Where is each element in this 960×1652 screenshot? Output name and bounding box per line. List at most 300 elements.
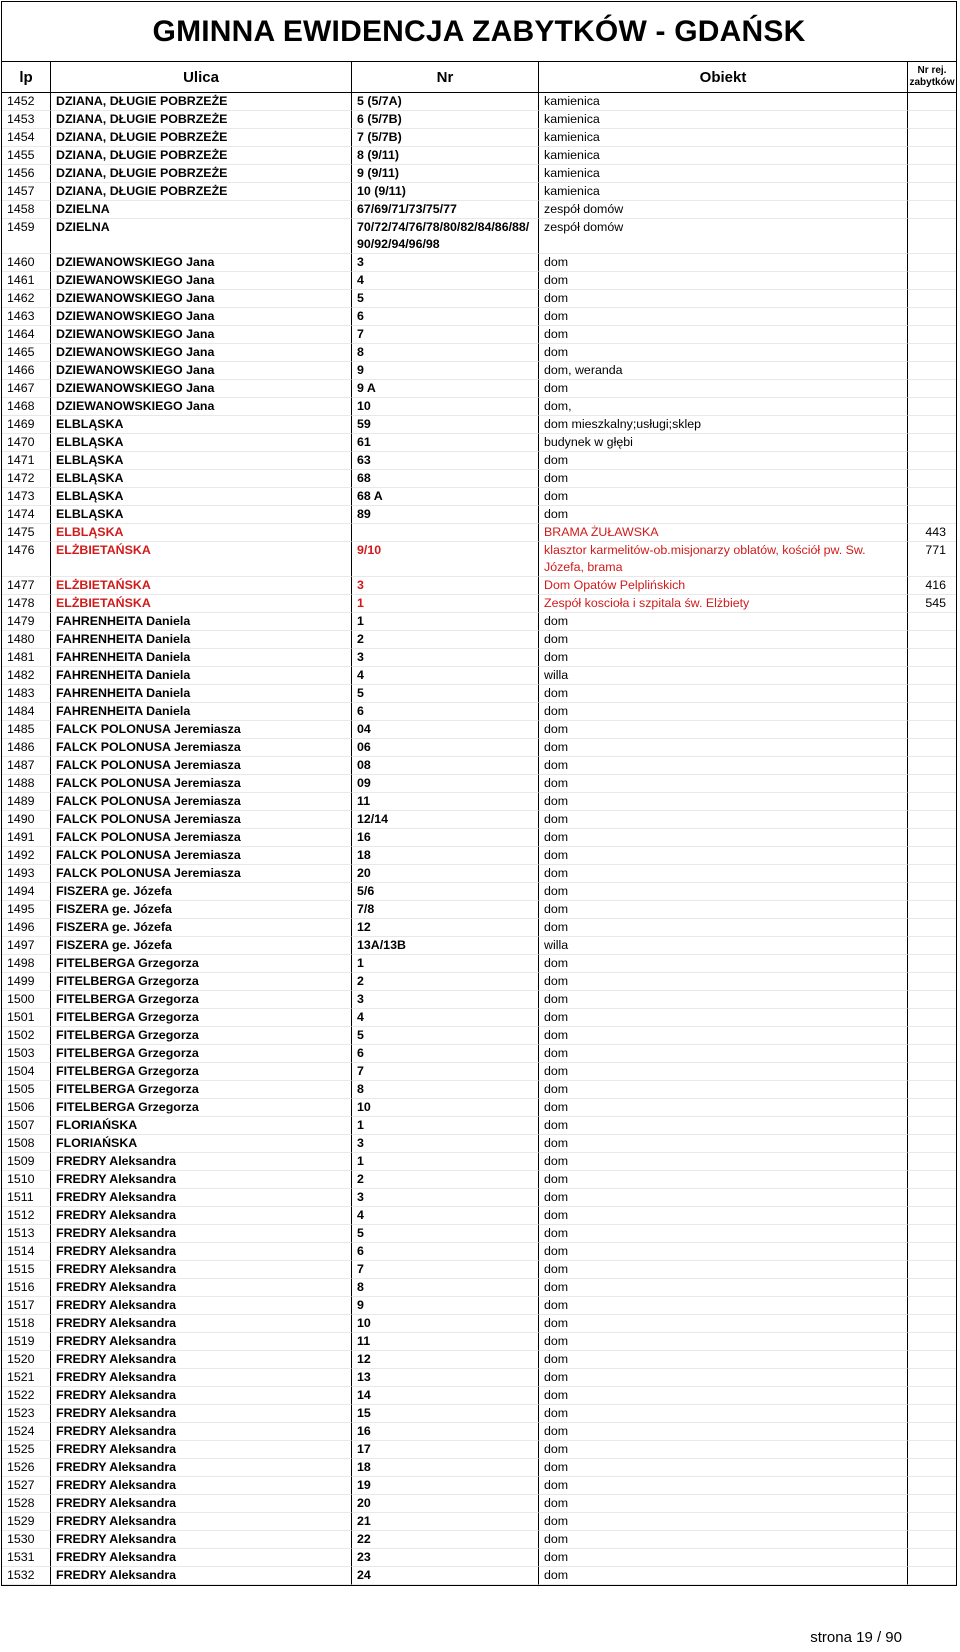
cell-nr-rej bbox=[908, 219, 956, 254]
cell-nr: 13 bbox=[352, 1369, 539, 1387]
cell-nr-rej bbox=[908, 308, 956, 326]
cell-nr: 9 (9/11) bbox=[352, 165, 539, 183]
cell-nr: 11 bbox=[352, 793, 539, 811]
table-row bbox=[2, 973, 956, 991]
cell-lp: 1463 bbox=[2, 308, 51, 326]
cell-obiekt: dom bbox=[539, 613, 908, 631]
column-header-nr: Nr bbox=[352, 62, 539, 92]
cell-ulica: FREDRY Aleksandra bbox=[51, 1261, 352, 1279]
table-row bbox=[2, 272, 956, 290]
table-row bbox=[2, 219, 956, 254]
cell-obiekt: dom bbox=[539, 506, 908, 524]
cell-nr-rej bbox=[908, 937, 956, 955]
cell-nr: 23 bbox=[352, 1549, 539, 1567]
cell-ulica: DZIEWANOWSKIEGO Jana bbox=[51, 272, 352, 290]
table-row bbox=[2, 1153, 956, 1171]
cell-nr-rej bbox=[908, 362, 956, 380]
table-row bbox=[2, 542, 956, 577]
cell-nr-rej bbox=[908, 1423, 956, 1441]
table-row bbox=[2, 577, 956, 595]
table-row bbox=[2, 1261, 956, 1279]
cell-nr: 12 bbox=[352, 1351, 539, 1369]
cell-ulica: FLORIAŃSKA bbox=[51, 1117, 352, 1135]
cell-obiekt: dom bbox=[539, 1441, 908, 1459]
cell-ulica: FREDRY Aleksandra bbox=[51, 1405, 352, 1423]
cell-nr-rej bbox=[908, 739, 956, 757]
cell-nr-rej bbox=[908, 1027, 956, 1045]
cell-obiekt: BRAMA ŻUŁAWSKA bbox=[539, 524, 908, 542]
cell-nr-rej bbox=[908, 1441, 956, 1459]
table-row bbox=[2, 93, 956, 111]
cell-ulica: DZIEWANOWSKIEGO Jana bbox=[51, 326, 352, 344]
cell-obiekt: dom bbox=[539, 1171, 908, 1189]
cell-nr-rej bbox=[908, 506, 956, 524]
cell-lp: 1517 bbox=[2, 1297, 51, 1315]
cell-nr-rej bbox=[908, 1153, 956, 1171]
cell-lp: 1492 bbox=[2, 847, 51, 865]
table-row bbox=[2, 183, 956, 201]
cell-nr-rej bbox=[908, 1477, 956, 1495]
cell-obiekt: dom bbox=[539, 452, 908, 470]
cell-obiekt: dom bbox=[539, 1549, 908, 1567]
cell-nr: 5 bbox=[352, 1225, 539, 1243]
table-row bbox=[2, 631, 956, 649]
cell-nr: 7 bbox=[352, 1063, 539, 1081]
cell-lp: 1457 bbox=[2, 183, 51, 201]
cell-nr: 7 (5/7B) bbox=[352, 129, 539, 147]
table-row bbox=[2, 1315, 956, 1333]
cell-ulica: FAHRENHEITA Daniela bbox=[51, 631, 352, 649]
cell-nr-rej bbox=[908, 1243, 956, 1261]
cell-obiekt: zespół domów bbox=[539, 201, 908, 219]
cell-nr: 7 bbox=[352, 1261, 539, 1279]
cell-nr-rej bbox=[908, 129, 956, 147]
cell-lp: 1470 bbox=[2, 434, 51, 452]
table-row bbox=[2, 793, 956, 811]
table-row bbox=[2, 326, 956, 344]
cell-ulica: FREDRY Aleksandra bbox=[51, 1513, 352, 1531]
table-row bbox=[2, 883, 956, 901]
cell-lp: 1478 bbox=[2, 595, 51, 613]
cell-lp: 1473 bbox=[2, 488, 51, 506]
cell-lp: 1513 bbox=[2, 1225, 51, 1243]
cell-obiekt: dom bbox=[539, 1297, 908, 1315]
cell-obiekt: dom bbox=[539, 829, 908, 847]
cell-nr: 6 bbox=[352, 1045, 539, 1063]
cell-ulica: DZIANA, DŁUGIE POBRZEŻE bbox=[51, 93, 352, 111]
cell-nr: 8 bbox=[352, 1279, 539, 1297]
cell-lp: 1464 bbox=[2, 326, 51, 344]
cell-nr: 2 bbox=[352, 631, 539, 649]
cell-ulica: FREDRY Aleksandra bbox=[51, 1495, 352, 1513]
cell-nr-rej bbox=[908, 1297, 956, 1315]
table-row bbox=[2, 290, 956, 308]
cell-lp: 1453 bbox=[2, 111, 51, 129]
cell-nr: 08 bbox=[352, 757, 539, 775]
cell-obiekt: dom bbox=[539, 326, 908, 344]
cell-nr-rej bbox=[908, 434, 956, 452]
table-row bbox=[2, 470, 956, 488]
table-row bbox=[2, 1531, 956, 1549]
cell-ulica: FISZERA ge. Józefa bbox=[51, 883, 352, 901]
cell-lp: 1515 bbox=[2, 1261, 51, 1279]
cell-obiekt: dom bbox=[539, 631, 908, 649]
cell-ulica: DZIEWANOWSKIEGO Jana bbox=[51, 254, 352, 272]
cell-nr: 3 bbox=[352, 1189, 539, 1207]
cell-nr: 61 bbox=[352, 434, 539, 452]
table-row bbox=[2, 1495, 956, 1513]
cell-obiekt: dom bbox=[539, 991, 908, 1009]
cell-nr bbox=[352, 524, 539, 542]
cell-obiekt: dom bbox=[539, 973, 908, 991]
table-row bbox=[2, 1351, 956, 1369]
cell-lp: 1521 bbox=[2, 1369, 51, 1387]
cell-nr: 2 bbox=[352, 1171, 539, 1189]
cell-obiekt: kamienica bbox=[539, 129, 908, 147]
table-row bbox=[2, 129, 956, 147]
cell-nr: 3 bbox=[352, 991, 539, 1009]
cell-ulica: FALCK POLONUSA Jeremiasza bbox=[51, 811, 352, 829]
cell-ulica: ELŻBIETAŃSKA bbox=[51, 577, 352, 595]
cell-obiekt: dom bbox=[539, 254, 908, 272]
cell-nr-rej: 545 bbox=[908, 595, 956, 613]
cell-nr: 3 bbox=[352, 254, 539, 272]
cell-obiekt: dom bbox=[539, 1405, 908, 1423]
cell-obiekt: dom bbox=[539, 739, 908, 757]
table-row bbox=[2, 595, 956, 613]
cell-lp: 1530 bbox=[2, 1531, 51, 1549]
cell-nr-rej bbox=[908, 811, 956, 829]
cell-nr: 5 bbox=[352, 1027, 539, 1045]
column-header-ulica: Ulica bbox=[51, 62, 352, 92]
cell-nr-rej bbox=[908, 183, 956, 201]
table-row bbox=[2, 1225, 956, 1243]
cell-lp: 1455 bbox=[2, 147, 51, 165]
cell-ulica: DZIEWANOWSKIEGO Jana bbox=[51, 308, 352, 326]
cell-lp: 1511 bbox=[2, 1189, 51, 1207]
cell-ulica: FREDRY Aleksandra bbox=[51, 1351, 352, 1369]
cell-ulica: DZIEWANOWSKIEGO Jana bbox=[51, 344, 352, 362]
cell-obiekt: dom mieszkalny;usługi;sklep bbox=[539, 416, 908, 434]
cell-obiekt: dom bbox=[539, 919, 908, 937]
cell-nr-rej bbox=[908, 1333, 956, 1351]
cell-lp: 1452 bbox=[2, 93, 51, 111]
table-row bbox=[2, 1063, 956, 1081]
table-row bbox=[2, 111, 956, 129]
cell-ulica: FREDRY Aleksandra bbox=[51, 1225, 352, 1243]
cell-ulica: FALCK POLONUSA Jeremiasza bbox=[51, 721, 352, 739]
table-row bbox=[2, 344, 956, 362]
cell-lp: 1486 bbox=[2, 739, 51, 757]
cell-nr-rej bbox=[908, 201, 956, 219]
cell-obiekt: dom bbox=[539, 1459, 908, 1477]
cell-obiekt: dom bbox=[539, 703, 908, 721]
table-row bbox=[2, 739, 956, 757]
table-row bbox=[2, 434, 956, 452]
cell-nr-rej bbox=[908, 1135, 956, 1153]
cell-nr-rej bbox=[908, 865, 956, 883]
cell-ulica: FREDRY Aleksandra bbox=[51, 1333, 352, 1351]
cell-nr: 6 bbox=[352, 703, 539, 721]
cell-lp: 1498 bbox=[2, 955, 51, 973]
cell-lp: 1527 bbox=[2, 1477, 51, 1495]
cell-ulica: FAHRENHEITA Daniela bbox=[51, 667, 352, 685]
cell-nr-rej bbox=[908, 1459, 956, 1477]
cell-nr-rej bbox=[908, 667, 956, 685]
table-row bbox=[2, 757, 956, 775]
table-row bbox=[2, 955, 956, 973]
cell-lp: 1518 bbox=[2, 1315, 51, 1333]
cell-lp: 1514 bbox=[2, 1243, 51, 1261]
cell-nr: 12/14 bbox=[352, 811, 539, 829]
cell-nr: 12 bbox=[352, 919, 539, 937]
cell-nr-rej bbox=[908, 488, 956, 506]
cell-ulica: ELBLĄSKA bbox=[51, 452, 352, 470]
cell-ulica: FITELBERGA Grzegorza bbox=[51, 955, 352, 973]
cell-nr-rej bbox=[908, 829, 956, 847]
table-row bbox=[2, 667, 956, 685]
cell-ulica: FREDRY Aleksandra bbox=[51, 1477, 352, 1495]
cell-obiekt: dom bbox=[539, 883, 908, 901]
cell-nr-rej bbox=[908, 757, 956, 775]
cell-nr: 6 (5/7B) bbox=[352, 111, 539, 129]
column-header-obiekt: Obiekt bbox=[539, 62, 908, 92]
cell-ulica: DZIEWANOWSKIEGO Jana bbox=[51, 290, 352, 308]
cell-nr: 14 bbox=[352, 1387, 539, 1405]
table-body bbox=[2, 93, 956, 1585]
cell-ulica: FALCK POLONUSA Jeremiasza bbox=[51, 847, 352, 865]
cell-obiekt: dom bbox=[539, 1261, 908, 1279]
cell-nr: 11 bbox=[352, 1333, 539, 1351]
cell-nr: 9 bbox=[352, 362, 539, 380]
cell-lp: 1531 bbox=[2, 1549, 51, 1567]
cell-nr: 4 bbox=[352, 667, 539, 685]
cell-obiekt: zespół domów bbox=[539, 219, 908, 254]
table-row bbox=[2, 901, 956, 919]
cell-nr-rej bbox=[908, 272, 956, 290]
cell-obiekt: dom bbox=[539, 380, 908, 398]
cell-nr: 5 bbox=[352, 290, 539, 308]
table-row bbox=[2, 649, 956, 667]
cell-nr: 68 bbox=[352, 470, 539, 488]
cell-lp: 1482 bbox=[2, 667, 51, 685]
cell-ulica: FAHRENHEITA Daniela bbox=[51, 613, 352, 631]
cell-ulica: ELŻBIETAŃSKA bbox=[51, 595, 352, 613]
table-row bbox=[2, 452, 956, 470]
cell-nr-rej: 443 bbox=[908, 524, 956, 542]
cell-lp: 1460 bbox=[2, 254, 51, 272]
cell-nr-rej: 416 bbox=[908, 577, 956, 595]
cell-nr: 10 bbox=[352, 1315, 539, 1333]
cell-nr-rej bbox=[908, 1045, 956, 1063]
cell-obiekt: dom bbox=[539, 1153, 908, 1171]
cell-obiekt: dom bbox=[539, 290, 908, 308]
cell-nr: 10 bbox=[352, 398, 539, 416]
cell-lp: 1485 bbox=[2, 721, 51, 739]
cell-nr-rej bbox=[908, 847, 956, 865]
cell-nr-rej bbox=[908, 955, 956, 973]
cell-nr-rej bbox=[908, 1315, 956, 1333]
cell-obiekt: dom bbox=[539, 721, 908, 739]
cell-nr-rej bbox=[908, 1405, 956, 1423]
cell-nr-rej bbox=[908, 165, 956, 183]
cell-obiekt: dom bbox=[539, 847, 908, 865]
cell-obiekt: dom bbox=[539, 1351, 908, 1369]
cell-obiekt: dom bbox=[539, 1369, 908, 1387]
cell-nr-rej bbox=[908, 649, 956, 667]
cell-nr: 16 bbox=[352, 1423, 539, 1441]
cell-lp: 1484 bbox=[2, 703, 51, 721]
cell-ulica: FALCK POLONUSA Jeremiasza bbox=[51, 775, 352, 793]
table-row bbox=[2, 1027, 956, 1045]
cell-ulica: DZIANA, DŁUGIE POBRZEŻE bbox=[51, 147, 352, 165]
cell-nr: 17 bbox=[352, 1441, 539, 1459]
cell-ulica: FITELBERGA Grzegorza bbox=[51, 973, 352, 991]
cell-ulica: ELŻBIETAŃSKA bbox=[51, 542, 352, 577]
cell-obiekt: dom bbox=[539, 1009, 908, 1027]
cell-ulica: FREDRY Aleksandra bbox=[51, 1387, 352, 1405]
table-row bbox=[2, 613, 956, 631]
cell-lp: 1507 bbox=[2, 1117, 51, 1135]
cell-obiekt: budynek w głębi bbox=[539, 434, 908, 452]
cell-nr-rej bbox=[908, 775, 956, 793]
cell-nr-rej bbox=[908, 613, 956, 631]
cell-obiekt: dom bbox=[539, 901, 908, 919]
cell-ulica: ELBLĄSKA bbox=[51, 506, 352, 524]
cell-lp: 1500 bbox=[2, 991, 51, 1009]
cell-lp: 1456 bbox=[2, 165, 51, 183]
cell-nr-rej bbox=[908, 1495, 956, 1513]
cell-nr: 04 bbox=[352, 721, 539, 739]
cell-lp: 1487 bbox=[2, 757, 51, 775]
cell-nr-rej bbox=[908, 1099, 956, 1117]
cell-ulica: FISZERA ge. Józefa bbox=[51, 919, 352, 937]
cell-nr-rej bbox=[908, 290, 956, 308]
cell-obiekt: dom bbox=[539, 470, 908, 488]
cell-obiekt: dom bbox=[539, 775, 908, 793]
table-row bbox=[2, 165, 956, 183]
cell-lp: 1467 bbox=[2, 380, 51, 398]
cell-obiekt: dom bbox=[539, 1279, 908, 1297]
cell-lp: 1496 bbox=[2, 919, 51, 937]
cell-nr-rej bbox=[908, 1369, 956, 1387]
cell-nr: 9/10 bbox=[352, 542, 539, 577]
table-row bbox=[2, 1369, 956, 1387]
cell-obiekt: kamienica bbox=[539, 165, 908, 183]
cell-nr: 1 bbox=[352, 595, 539, 613]
cell-lp: 1458 bbox=[2, 201, 51, 219]
cell-nr: 20 bbox=[352, 865, 539, 883]
table-row bbox=[2, 398, 956, 416]
cell-lp: 1502 bbox=[2, 1027, 51, 1045]
table-row bbox=[2, 524, 956, 542]
cell-nr-rej bbox=[908, 919, 956, 937]
cell-nr: 63 bbox=[352, 452, 539, 470]
cell-obiekt: dom bbox=[539, 793, 908, 811]
cell-nr: 6 bbox=[352, 1243, 539, 1261]
table-row bbox=[2, 937, 956, 955]
cell-obiekt: dom bbox=[539, 308, 908, 326]
cell-obiekt: dom bbox=[539, 1315, 908, 1333]
cell-ulica: FREDRY Aleksandra bbox=[51, 1189, 352, 1207]
cell-obiekt: dom bbox=[539, 685, 908, 703]
cell-ulica: FREDRY Aleksandra bbox=[51, 1549, 352, 1567]
cell-ulica: FISZERA ge. Józefa bbox=[51, 901, 352, 919]
cell-ulica: ELBLĄSKA bbox=[51, 416, 352, 434]
table-row bbox=[2, 362, 956, 380]
cell-nr: 19 bbox=[352, 1477, 539, 1495]
cell-nr-rej bbox=[908, 1009, 956, 1027]
cell-nr: 68 A bbox=[352, 488, 539, 506]
cell-nr: 5/6 bbox=[352, 883, 539, 901]
table-row bbox=[2, 1045, 956, 1063]
table-row bbox=[2, 488, 956, 506]
cell-lp: 1519 bbox=[2, 1333, 51, 1351]
cell-nr: 3 bbox=[352, 1135, 539, 1153]
cell-ulica: FITELBERGA Grzegorza bbox=[51, 1063, 352, 1081]
cell-nr-rej bbox=[908, 1567, 956, 1585]
cell-lp: 1509 bbox=[2, 1153, 51, 1171]
cell-lp: 1477 bbox=[2, 577, 51, 595]
cell-nr: 15 bbox=[352, 1405, 539, 1423]
table-row bbox=[2, 1477, 956, 1495]
cell-nr: 16 bbox=[352, 829, 539, 847]
cell-lp: 1532 bbox=[2, 1567, 51, 1585]
cell-lp: 1493 bbox=[2, 865, 51, 883]
cell-nr-rej bbox=[908, 973, 956, 991]
table-row bbox=[2, 721, 956, 739]
cell-obiekt: willa bbox=[539, 667, 908, 685]
cell-nr: 1 bbox=[352, 955, 539, 973]
cell-nr: 8 (9/11) bbox=[352, 147, 539, 165]
cell-nr: 09 bbox=[352, 775, 539, 793]
cell-ulica: DZIANA, DŁUGIE POBRZEŻE bbox=[51, 183, 352, 201]
cell-obiekt: dom, weranda bbox=[539, 362, 908, 380]
cell-lp: 1523 bbox=[2, 1405, 51, 1423]
cell-ulica: ELBLĄSKA bbox=[51, 470, 352, 488]
cell-obiekt: dom bbox=[539, 865, 908, 883]
cell-ulica: FREDRY Aleksandra bbox=[51, 1423, 352, 1441]
cell-ulica: FITELBERGA Grzegorza bbox=[51, 1099, 352, 1117]
table-row bbox=[2, 991, 956, 1009]
cell-ulica: ELBLĄSKA bbox=[51, 434, 352, 452]
cell-nr-rej: 771 bbox=[908, 542, 956, 577]
cell-obiekt: dom bbox=[539, 488, 908, 506]
table-row bbox=[2, 703, 956, 721]
cell-obiekt: kamienica bbox=[539, 183, 908, 201]
cell-nr-rej bbox=[908, 991, 956, 1009]
cell-nr: 9 bbox=[352, 1297, 539, 1315]
cell-nr-rej bbox=[908, 344, 956, 362]
cell-nr: 67/69/71/73/75/77 bbox=[352, 201, 539, 219]
table-row bbox=[2, 685, 956, 703]
cell-obiekt: dom bbox=[539, 1189, 908, 1207]
cell-nr-rej bbox=[908, 452, 956, 470]
cell-lp: 1479 bbox=[2, 613, 51, 631]
cell-nr-rej bbox=[908, 1261, 956, 1279]
cell-nr: 06 bbox=[352, 739, 539, 757]
cell-ulica: FREDRY Aleksandra bbox=[51, 1531, 352, 1549]
cell-ulica: DZIELNA bbox=[51, 219, 352, 254]
cell-obiekt: dom, bbox=[539, 398, 908, 416]
table-row bbox=[2, 1081, 956, 1099]
cell-lp: 1488 bbox=[2, 775, 51, 793]
cell-lp: 1528 bbox=[2, 1495, 51, 1513]
table-row bbox=[2, 1207, 956, 1225]
cell-ulica: FREDRY Aleksandra bbox=[51, 1153, 352, 1171]
cell-nr-rej bbox=[908, 1387, 956, 1405]
cell-nr: 8 bbox=[352, 1081, 539, 1099]
